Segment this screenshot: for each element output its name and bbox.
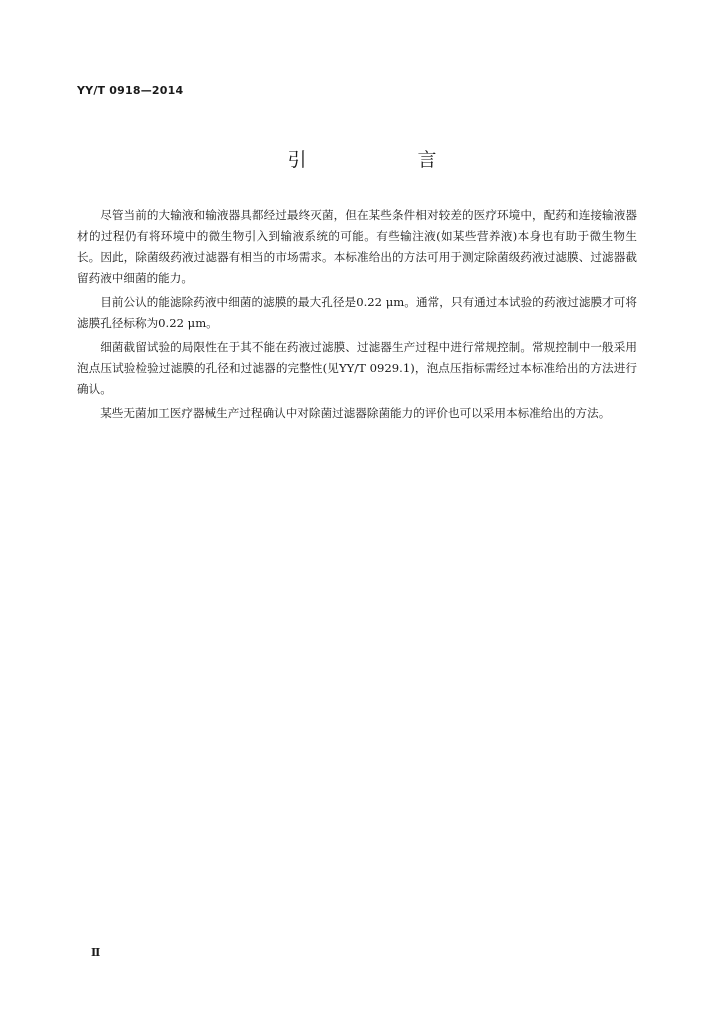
page-number: Ⅱ [91,946,101,959]
paragraph: 某些无菌加工医疗器械生产过程确认中对除菌过滤器除菌能力的评价也可以采用本标准给出的方法。 [100,406,611,420]
paragraph: 尽管当前的大输液和输液器具都经过最终灭菌，但在某些条件相对较差的医疗环境中，配药和连接输液器材的过程仍有将环境中的微生物引入到输液系统的可能。有些输注液(如某些营养液)本身也有助于微生物生长。因此，除菌级药液过滤器有相当的市场需求。本标准给出的方法可用于测定除菌级药液过滤膜、过滤器截留药液中细菌的能力。 [77,208,637,285]
paragraph: 细菌截留试验的局限性在于其不能在药液过滤膜、过滤器生产过程中进行常规控制。常规控制中一般采用泡点压试验检验过滤膜的孔径和过滤器的完整性(见YY/T 0929.1)，泡点压指标需经过本标准给出的方法进行确认。 [77,340,637,396]
standard-code: YY/T 0918—2014 [77,84,184,97]
section-title: 引 言 [287,149,483,171]
body-text [77,205,637,427]
paragraph: 目前公认的能滤除药液中细菌的滤膜的最大孔径是0.22 μm。通常，只有通过本试验的药液过滤膜才可将滤膜孔径标称为0.22 μm。 [77,295,637,330]
